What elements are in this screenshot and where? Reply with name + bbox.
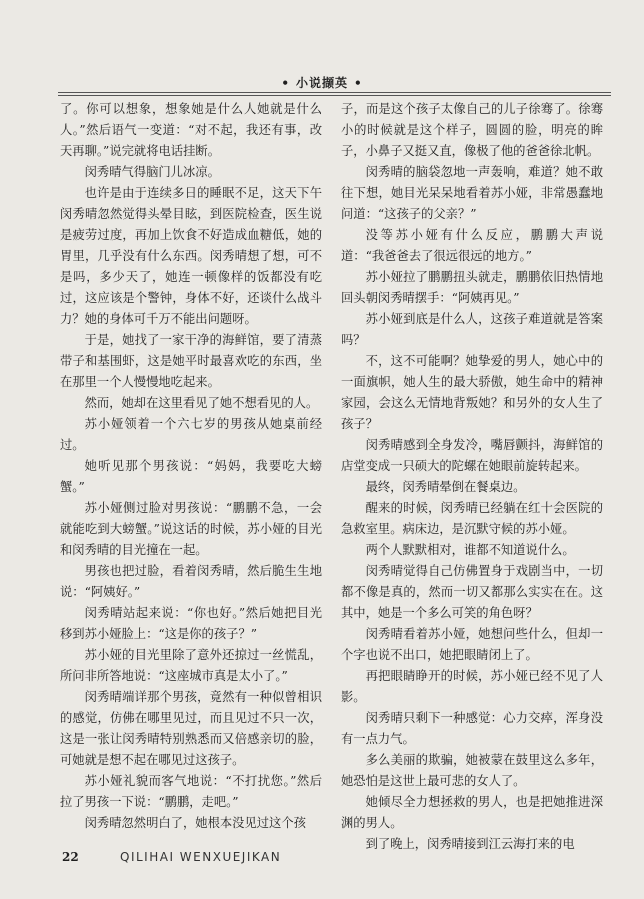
paragraph: 醒来的时候，闵秀晴已经躺在红十会医院的急救室里。病床边，是沉默守候的苏小娅。 [341, 501, 603, 536]
paragraph: 再把眼睛睁开的时候，苏小娅已经不见了人影。 [341, 669, 603, 704]
section-header [0, 74, 644, 91]
paragraph: 闵秀晴端详那个男孩，竟然有一种似曾相识的感觉，仿佛在哪里见过，而且见过不只一次，这是一张让闵秀晴特别熟悉而又倍感亲切的脸，可她就是想不起在哪见过这孩子。 [60, 690, 322, 767]
paragraph: 了。你可以想象，想象她是什么人她就是什么人。”然后语气一变道：“对不起，我还有事，改天再聊。”说完就将电话挂断。 [60, 102, 322, 158]
paragraph: 苏小娅领着一个六七岁的男孩从她桌前经过。 [60, 417, 322, 452]
paragraph: 男孩也把过脸，看着闵秀晴，然后脆生生地说：“阿姨好。” [60, 564, 322, 599]
paragraph: 闵秀晴只剩下一种感觉：心力交瘁，浑身没有一点力气。 [341, 711, 603, 746]
paragraph: 然而，她却在这里看见了她不想看见的人。 [84, 396, 319, 410]
left-column [60, 99, 322, 834]
paragraph: 闵秀晴忽然明白了，她根本没见过这个孩 [84, 816, 306, 830]
paragraph: 于是，她找了一家干净的海鲜馆，要了清蒸带子和基围虾，这是她平时最喜欢吃的东西，坐在那里一个人慢慢地吃起来。 [60, 333, 322, 389]
paragraph: 没等苏小娅有什么反应，鹏鹏大声说道：“我爸爸去了很远很远的地方。” [341, 228, 603, 263]
page-number: 22 [62, 850, 79, 864]
paragraph: 她听见那个男孩说：“妈妈，我要吃大螃蟹。” [60, 459, 322, 494]
paragraph: 到了晚上，闵秀晴接到江云海打来的电 [365, 837, 575, 851]
section-title: 小说撷英 [295, 76, 348, 90]
paragraph: 多么美丽的欺骗，她被蒙在鼓里这么多年，她恐怕是这世上最可悲的女人了。 [341, 753, 603, 788]
paragraph: 子，而是这个孩子太像自己的儿子徐骞了。徐骞小的时候就是这个样子，圆圆的脸，明亮的眸子，小鼻子又挺又直，像极了他的爸爸徐北帆。 [341, 102, 603, 158]
paragraph: 她倾尽全力想拯救的男人，也是把她推进深渊的男人。 [341, 795, 603, 830]
paragraph: 最终，闵秀晴晕倒在餐桌边。 [365, 480, 526, 494]
header-dot-left: • [281, 76, 290, 90]
paragraph: 苏小娅拉了鹏鹏扭头就走，鹏鹏依旧热情地回头朝闵秀晴摆手：“阿姨再见。” [341, 270, 603, 305]
paragraph: 苏小娅侧过脸对男孩说：“鹏鹏不急，一会就能吃到大螃蟹。”说这话的时候，苏小娅的目光和闵秀晴的目光撞在一起。 [60, 501, 322, 557]
paragraph: 闵秀晴气得脑门儿冰凉。 [84, 165, 220, 179]
paragraph: 苏小娅的目光里除了意外还掠过一丝慌乱，所问非所答地说：“这座城市真是太小了。” [60, 648, 322, 683]
paragraph: 苏小娅到底是什么人，这孩子难道就是答案吗？ [341, 312, 603, 347]
magazine-name: QILIHAI WENXUEJIKAN [120, 850, 282, 864]
header-dot-right: • [354, 76, 363, 90]
header-rule-secondary [58, 95, 611, 96]
header-rule [58, 92, 611, 93]
paragraph: 闵秀晴站起来说：“你也好。”然后她把目光移到苏小娅脸上：“这是你的孩子？” [60, 606, 322, 641]
paragraph: 苏小娅礼貌而客气地说：“不打扰您。”然后拉了男孩一下说：“鹏鹏，走吧。” [60, 774, 322, 809]
paragraph: 闵秀晴觉得自己仿佛置身于戏剧当中，一切都不像是真的，然而一切又都那么实实在在。这其中，她是一个多么可笑的角色呀？ [341, 564, 603, 620]
paragraph: 闵秀晴的脑袋忽地一声轰响，难道？她不敢往下想，她目光呆呆地看着苏小娅，非常愚蠢地问道：“这孩子的父亲？” [341, 165, 603, 221]
paragraph: 不，这不可能啊？她挚爱的男人，她心中的一面旗帜，她人生的最大骄傲，她生命中的精神家园，会这么无情地背叛她？和另外的女人生了孩子？ [341, 354, 603, 431]
right-column [341, 99, 603, 851]
paragraph: 闵秀晴看着苏小娅，她想问些什么，但却一个字也说不出口，她把眼睛闭上了。 [341, 627, 603, 662]
paragraph: 两个人默默相对，谁都不知道说什么。 [365, 543, 575, 557]
paragraph: 闵秀晴感到全身发冷，嘴唇颤抖，海鲜馆的店堂变成一只硕大的陀螺在她眼前旋转起来。 [341, 438, 603, 473]
paragraph: 也许是由于连续多日的睡眠不足，这天下午闵秀晴忽然觉得头晕目眩，到医院检查，医生说是疲劳过度，再加上饮食不好造成血糖低，她的胃里，几乎没有什么东西。闵秀晴想了想，可不是吗，多少天了，她连一顿像样的饭都没有吃过，这应该是个警钟，身体不好，还谈什么战斗力？她的身体可千万不能出问题呀。 [60, 186, 322, 326]
